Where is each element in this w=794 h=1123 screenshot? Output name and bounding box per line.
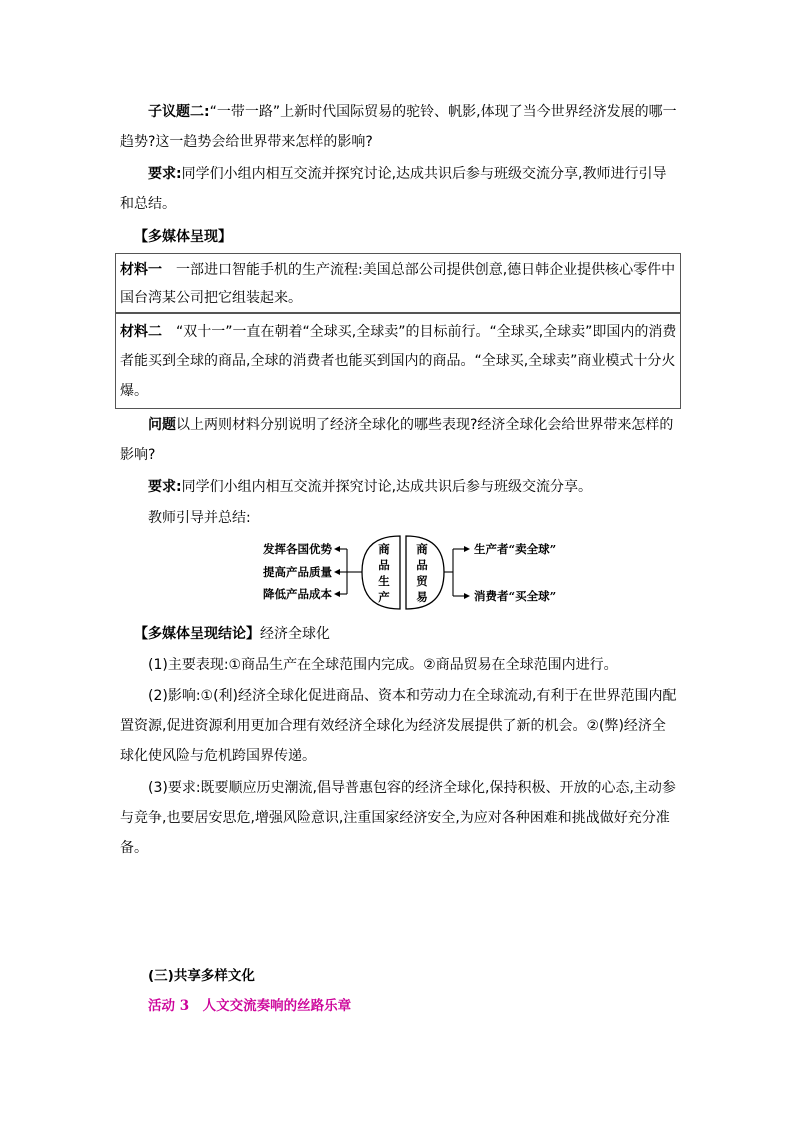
left-item-2: 提高产品质量 bbox=[263, 565, 332, 579]
globalization-diagram bbox=[250, 533, 580, 613]
conclusion-p2-line3: 球化使风险与危机跨国界传递。 bbox=[120, 748, 316, 764]
production-char-4: 产 bbox=[378, 590, 390, 604]
right-item-1: 生产者“卖全球” bbox=[474, 542, 557, 556]
conclusion-heading bbox=[134, 624, 330, 644]
requirement-label: 要求: bbox=[148, 166, 182, 182]
left-item-1: 发挥各国优势 bbox=[263, 542, 332, 556]
trade-char-2: 品 bbox=[416, 558, 428, 572]
material-1-text-line2: 国台湾某公司把它组装起来。 bbox=[120, 290, 302, 306]
requirement-2-text: 同学们小组内相互交流并探究讨论,达成共识后参与班级交流分享。 bbox=[181, 479, 593, 495]
material-1-text-line1: 一部进口智能手机的生产流程:美国总部公司提供创意,德日韩企业提供核心零件中 bbox=[176, 262, 676, 278]
media-header: 【多媒体呈现】 bbox=[134, 229, 232, 245]
trade-char-4: 易 bbox=[416, 590, 428, 604]
conclusion-p3-line2: 与竞争,也要居安思危,增强风险意识,注重国家经济安全,为应对各种困难和挑战做好充分准 bbox=[120, 810, 670, 826]
left-arrow-1-head bbox=[334, 546, 340, 552]
trade-char-3: 贸 bbox=[416, 574, 428, 588]
sub-topic-text-line1: “一带一路”上新时代国际贸易的驼铃、帆影,体现了当今世界经济发展的哪一 bbox=[209, 104, 677, 120]
question-label: 问题 bbox=[148, 417, 176, 433]
left-arrow-2-head bbox=[334, 569, 340, 575]
conclusion-p3-line1: (3)要求:既要顺应历史潮流,倡导普惠包容的经济全球化,保持积极、开放的心态,主动参 bbox=[148, 780, 676, 796]
material-1-line1 bbox=[120, 260, 675, 280]
sub-topic-text-line2: 趋势?这一趋势会给世界带来怎样的影响? bbox=[120, 134, 373, 150]
left-arrow-3-head bbox=[334, 591, 340, 597]
material-2-text-line2: 者能买到全球的商品,全球的消费者也能买到国内的商品。“全球买,全球卖”商业模式十分火 bbox=[120, 353, 676, 369]
sub-topic-2 bbox=[148, 102, 677, 122]
material-1-box bbox=[115, 253, 681, 313]
question bbox=[148, 415, 673, 435]
requirement-2 bbox=[148, 477, 592, 497]
right-arrow-1-head bbox=[464, 546, 470, 552]
material-1-label: 材料一 bbox=[120, 262, 162, 278]
conclusion-header: 【多媒体呈现结论】 bbox=[134, 626, 260, 642]
activity-3-heading: 活动 3 人文交流奏响的丝路乐章 bbox=[148, 998, 352, 1014]
requirement-1 bbox=[148, 164, 667, 184]
section-3-heading: (三)共享多样文化 bbox=[148, 968, 255, 984]
requirement-2-label: 要求: bbox=[148, 479, 182, 495]
material-2-box bbox=[115, 313, 681, 409]
left-item-3: 降低产品成本 bbox=[263, 587, 332, 601]
question-text-line1: 以上两则材料分别说明了经济全球化的哪些表现?经济全球化会给世界带来怎样的 bbox=[176, 417, 674, 433]
requirement-text-line2: 和总结。 bbox=[120, 196, 176, 212]
material-2-line1 bbox=[120, 322, 676, 342]
conclusion-p3-line3: 备。 bbox=[120, 840, 148, 856]
requirement-text-line1: 同学们小组内相互交流并探究讨论,达成共识后参与班级交流分享,教师进行引导 bbox=[181, 166, 667, 182]
conclusion-p2-line2: 置资源,促进资源利用更加合理有效经济全球化为经济发展提供了新的机会。②(弊)经济全 bbox=[120, 718, 666, 734]
material-2-label: 材料二 bbox=[120, 324, 162, 340]
sub-topic-label: 子议题二: bbox=[148, 104, 210, 120]
conclusion-p1: (1)主要表现:①商品生产在全球范围内完成。②商品贸易在全球范围内进行。 bbox=[148, 657, 618, 673]
material-2-text-line3: 爆。 bbox=[120, 383, 148, 399]
conclusion-p2-line1: (2)影响:①(利)经济全球化促进商品、资本和劳动力在全球流动,有利于在世界范围内配 bbox=[148, 688, 677, 704]
conclusion-title: 经济全球化 bbox=[260, 626, 330, 642]
production-char-3: 生 bbox=[378, 574, 390, 588]
right-item-2: 消费者“买全球” bbox=[474, 589, 557, 603]
production-char-1: 商 bbox=[378, 542, 390, 556]
material-2-text-line1: “双十一”一直在朝着“全球买,全球卖”的目标前行。“全球买,全球卖”即国内的消费 bbox=[176, 324, 677, 340]
question-text-line2: 影响? bbox=[120, 447, 156, 463]
right-arrow-2-head bbox=[464, 593, 470, 599]
trade-char-1: 商 bbox=[416, 542, 428, 556]
production-char-2: 品 bbox=[378, 558, 390, 572]
teacher-summary: 教师引导并总结: bbox=[148, 510, 251, 526]
